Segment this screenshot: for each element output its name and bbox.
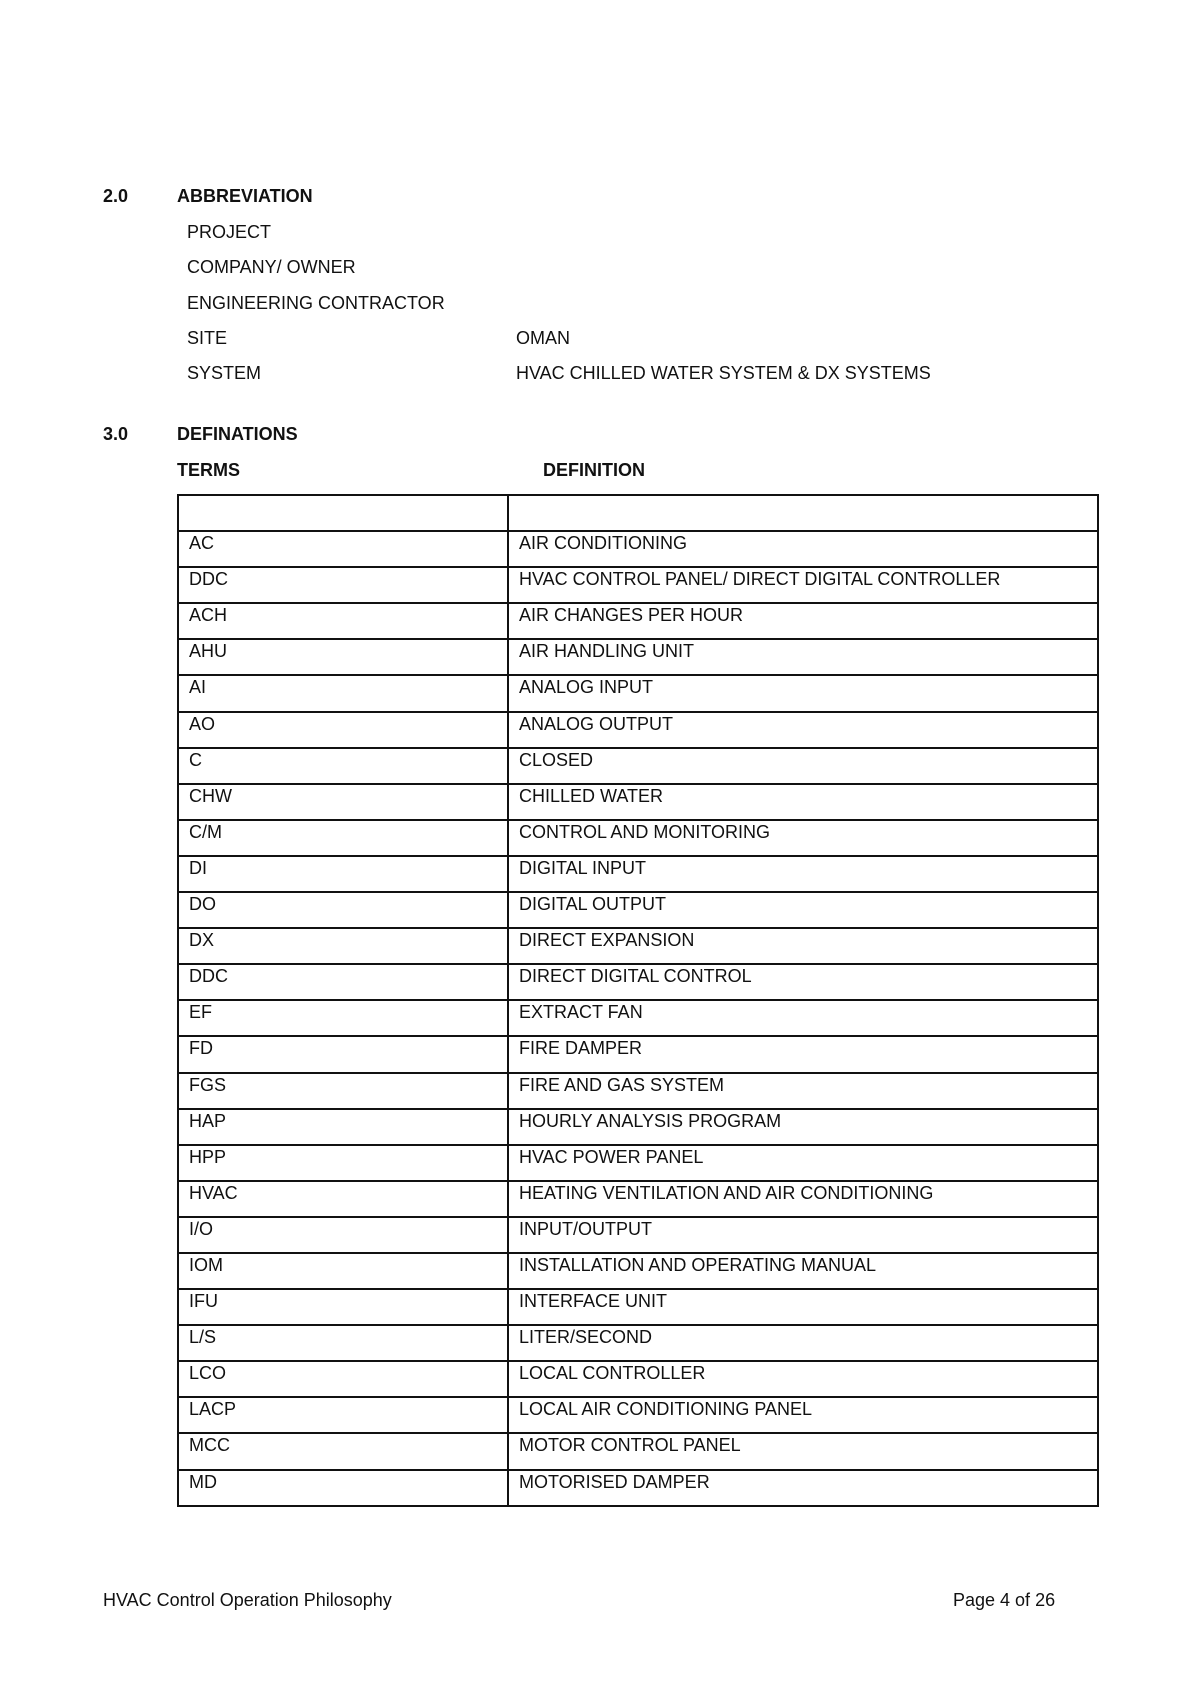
definition-cell: MOTORISED DAMPER [508, 1470, 1098, 1506]
table-row [178, 712, 1098, 748]
table-row [178, 1289, 1098, 1325]
term-cell: LCO [178, 1361, 508, 1397]
table-row [178, 964, 1098, 1000]
definitions-table-body [178, 495, 1098, 1506]
term-cell: DO [178, 892, 508, 928]
abbr-label-project: PROJECT [187, 222, 272, 242]
term-cell: IOM [178, 1253, 508, 1289]
abbr-value-system: HVAC CHILLED WATER SYSTEM & DX SYSTEMS [516, 363, 931, 383]
definition-cell: LITER/SECOND [508, 1325, 1098, 1361]
term-cell: C [178, 748, 508, 784]
definition-cell: AIR HANDLING UNIT [508, 639, 1098, 675]
definition-cell: CHILLED WATER [508, 784, 1098, 820]
term-cell: DDC [178, 567, 508, 603]
abbr-label-contractor: ENGINEERING CONTRACTOR [187, 293, 445, 313]
definition-cell: HVAC POWER PANEL [508, 1145, 1098, 1181]
table-row [178, 1000, 1098, 1036]
definition-cell: INTERFACE UNIT [508, 1289, 1098, 1325]
definition-column-header: DEFINITION [543, 460, 645, 480]
definition-cell: LOCAL AIR CONDITIONING PANEL [508, 1397, 1098, 1433]
term-cell: DDC [178, 964, 508, 1000]
definition-cell: EXTRACT FAN [508, 1000, 1098, 1036]
table-row [178, 531, 1098, 567]
section-3-title: DEFINATIONS [177, 424, 298, 444]
term-cell: CHW [178, 784, 508, 820]
table-row [178, 748, 1098, 784]
term-cell: DI [178, 856, 508, 892]
term-cell: MD [178, 1470, 508, 1506]
term-cell: MCC [178, 1433, 508, 1469]
term-cell: FGS [178, 1073, 508, 1109]
term-cell: FD [178, 1036, 508, 1072]
table-row [178, 567, 1098, 603]
term-cell: LACP [178, 1397, 508, 1433]
definition-cell: INPUT/OUTPUT [508, 1217, 1098, 1253]
table-row [178, 928, 1098, 964]
definition-cell: LOCAL CONTROLLER [508, 1361, 1098, 1397]
table-row [178, 1181, 1098, 1217]
definition-cell: HEATING VENTILATION AND AIR CONDITIONING [508, 1181, 1098, 1217]
definition-cell: CLOSED [508, 748, 1098, 784]
definition-cell: DIRECT EXPANSION [508, 928, 1098, 964]
term-cell: HVAC [178, 1181, 508, 1217]
table-row [178, 1325, 1098, 1361]
table-row [178, 1145, 1098, 1181]
section-2-number: 2.0 [103, 186, 129, 206]
term-cell: I/O [178, 1217, 508, 1253]
definition-cell [508, 495, 1098, 531]
term-cell: HPP [178, 1145, 508, 1181]
table-row [178, 603, 1098, 639]
table-row [178, 1109, 1098, 1145]
footer-page-number: Page 4 of 26 [953, 1590, 1056, 1610]
table-row [178, 784, 1098, 820]
section-2-title: ABBREVIATION [177, 186, 313, 206]
table-row [178, 1253, 1098, 1289]
table-row [178, 1397, 1098, 1433]
table-row [178, 856, 1098, 892]
table-row [178, 892, 1098, 928]
term-cell: HAP [178, 1109, 508, 1145]
term-cell: DX [178, 928, 508, 964]
abbr-label-site: SITE [187, 328, 228, 348]
table-row [178, 1217, 1098, 1253]
definition-cell: HOURLY ANALYSIS PROGRAM [508, 1109, 1098, 1145]
table-row [178, 820, 1098, 856]
term-cell: C/M [178, 820, 508, 856]
definition-cell: FIRE AND GAS SYSTEM [508, 1073, 1098, 1109]
table-row [178, 1361, 1098, 1397]
definition-cell: INSTALLATION AND OPERATING MANUAL [508, 1253, 1098, 1289]
definition-cell: AIR CONDITIONING [508, 531, 1098, 567]
term-cell: AC [178, 531, 508, 567]
abbr-label-system: SYSTEM [187, 363, 262, 383]
term-cell: IFU [178, 1289, 508, 1325]
definition-cell: DIGITAL INPUT [508, 856, 1098, 892]
terms-column-header: TERMS [177, 460, 240, 480]
term-cell [178, 495, 508, 531]
abbr-value-site: OMAN [516, 328, 570, 348]
table-row [178, 1470, 1098, 1506]
definition-cell: CONTROL AND MONITORING [508, 820, 1098, 856]
term-cell: AI [178, 675, 508, 711]
definition-cell: DIRECT DIGITAL CONTROL [508, 964, 1098, 1000]
abbr-label-company: COMPANY/ OWNER [187, 257, 356, 277]
table-row [178, 1433, 1098, 1469]
definition-cell: ANALOG INPUT [508, 675, 1098, 711]
definition-cell: MOTOR CONTROL PANEL [508, 1433, 1098, 1469]
table-row [178, 495, 1098, 531]
term-cell: L/S [178, 1325, 508, 1361]
term-cell: ACH [178, 603, 508, 639]
term-cell: AO [178, 712, 508, 748]
definition-cell: AIR CHANGES PER HOUR [508, 603, 1098, 639]
section-3-number: 3.0 [103, 424, 129, 444]
footer-document-title: HVAC Control Operation Philosophy [103, 1590, 392, 1610]
table-row [178, 1073, 1098, 1109]
definition-cell: FIRE DAMPER [508, 1036, 1098, 1072]
definitions-table [177, 494, 1099, 1507]
term-cell: EF [178, 1000, 508, 1036]
definition-cell: ANALOG OUTPUT [508, 712, 1098, 748]
table-row [178, 639, 1098, 675]
definition-cell: DIGITAL OUTPUT [508, 892, 1098, 928]
definition-cell: HVAC CONTROL PANEL/ DIRECT DIGITAL CONTROLLER [508, 567, 1098, 603]
table-row [178, 675, 1098, 711]
table-row [178, 1036, 1098, 1072]
term-cell: AHU [178, 639, 508, 675]
